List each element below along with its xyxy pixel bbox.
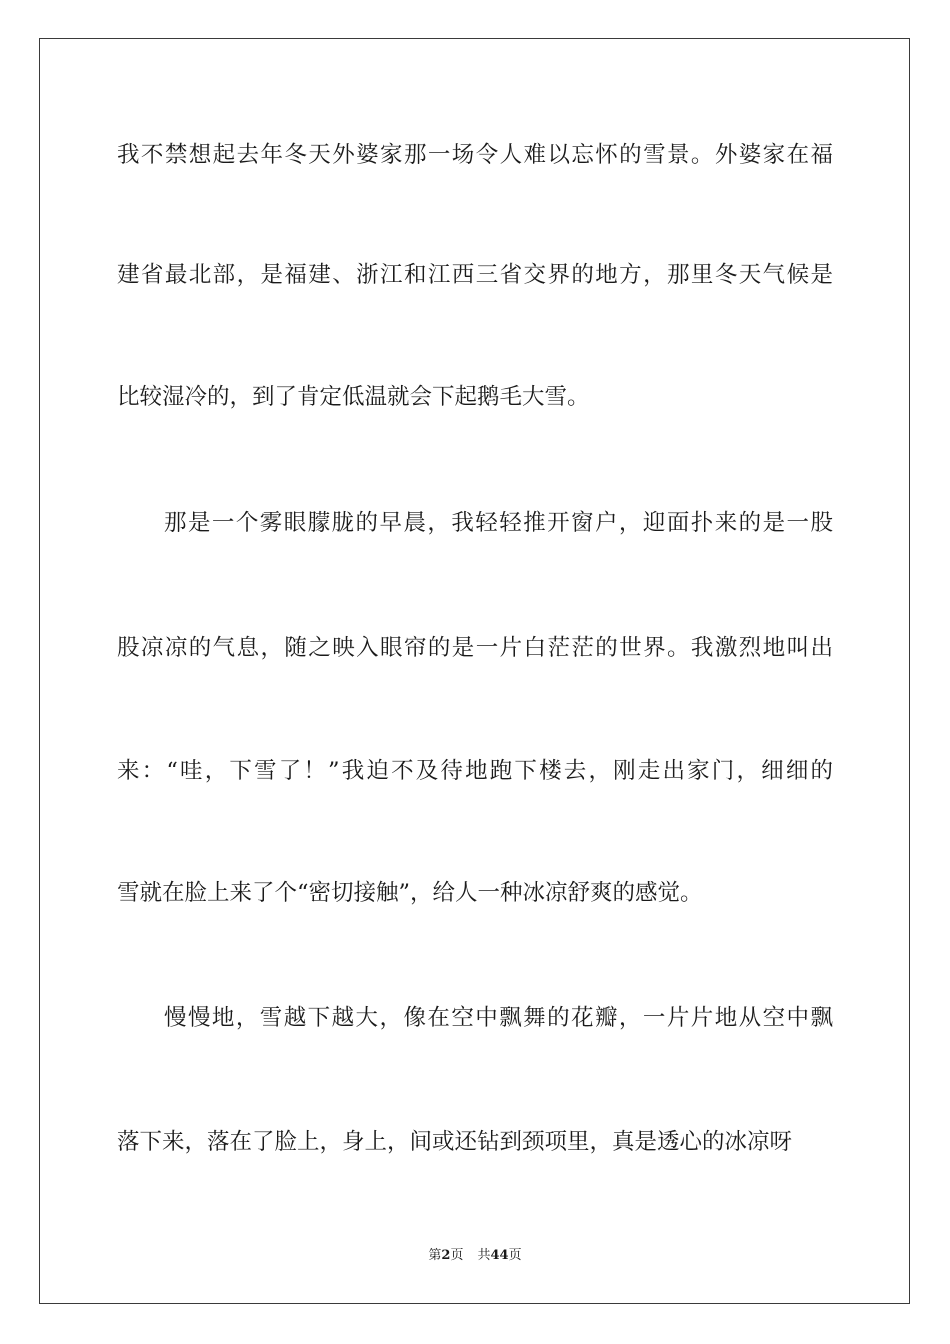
page-footer [0, 1247, 950, 1265]
page-border [39, 38, 910, 1304]
text-line: 股凉凉的气息，随之映入眼帘的是一片白茫茫的世界。我激烈地叫出 [117, 635, 833, 661]
footer-total-pages: 44 [490, 1248, 509, 1263]
text-line: 落下来，落在了脸上，身上，间或还钻到颈项里，真是透心的冰凉呀 [117, 1129, 793, 1155]
text-line: 雪就在脸上来了个“密切接触”，给人一种冰凉舒爽的感觉。 [117, 880, 703, 906]
footer-total-prefix: 共 [477, 1248, 491, 1263]
text-line: 比较湿冷的，到了肯定低温就会下起鹅毛大雪。 [117, 384, 590, 410]
footer-page-suffix: 页 [450, 1248, 464, 1263]
text-line-indented: 那是一个雾眼朦胧的早晨，我轻轻推开窗户，迎面扑来的是一股 [164, 510, 833, 536]
footer-page-number: 2 [441, 1248, 451, 1263]
text-line: 建省最北部，是福建、浙江和江西三省交界的地方，那里冬天气候是 [117, 262, 833, 288]
text-line-indented: 慢慢地，雪越下越大，像在空中飘舞的花瓣，一片片地从空中飘 [164, 1005, 833, 1031]
footer-page-prefix: 第 [428, 1248, 442, 1263]
text-line: 我不禁想起去年冬天外婆家那一场令人难以忘怀的雪景。外婆家在福 [117, 142, 833, 168]
text-line: 来：“哇，下雪了！”我迫不及待地跑下楼去，刚走出家门，细细的 [117, 758, 833, 784]
footer-total-suffix: 页 [508, 1248, 522, 1263]
